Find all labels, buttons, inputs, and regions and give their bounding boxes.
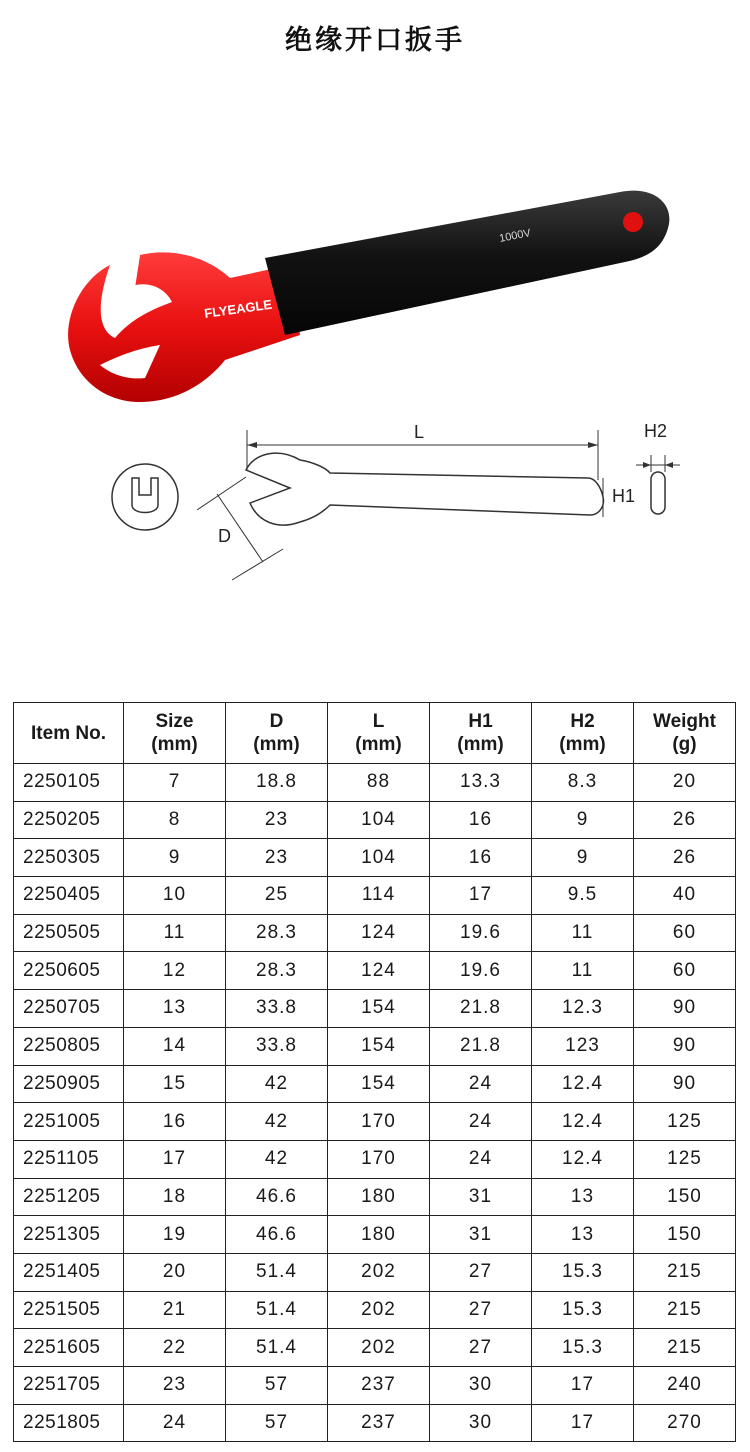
table-cell: 270 [634, 1404, 736, 1442]
table-cell: 18.8 [226, 764, 328, 802]
table-cell: 27 [430, 1253, 532, 1291]
table-cell: 12.3 [532, 990, 634, 1028]
table-cell: 16 [430, 801, 532, 839]
table-cell: 20 [124, 1253, 226, 1291]
table-cell: 180 [328, 1178, 430, 1216]
table-cell: 125 [634, 1103, 736, 1141]
table-cell: 2251605 [14, 1329, 124, 1367]
table-body [14, 764, 736, 1442]
table-row [14, 952, 736, 990]
table-cell: 51.4 [226, 1291, 328, 1329]
table-cell: 154 [328, 1065, 430, 1103]
table-cell: 24 [430, 1065, 532, 1103]
table-cell: 40 [634, 877, 736, 915]
table-cell: 9 [532, 801, 634, 839]
header-l: L (mm) [328, 703, 430, 764]
table-cell: 90 [634, 1065, 736, 1103]
table-cell: 90 [634, 1027, 736, 1065]
table-cell: 2250105 [14, 764, 124, 802]
table-cell: 104 [328, 839, 430, 877]
table-cell: 23 [226, 839, 328, 877]
table-cell: 12.4 [532, 1103, 634, 1141]
table-row [14, 764, 736, 802]
table-cell: 60 [634, 952, 736, 990]
table-cell: 13 [532, 1178, 634, 1216]
table-cell: 10 [124, 877, 226, 915]
table-cell: 15.3 [532, 1253, 634, 1291]
table-cell: 19.6 [430, 952, 532, 990]
table-cell: 46.6 [226, 1178, 328, 1216]
table-cell: 2251305 [14, 1216, 124, 1254]
table-cell: 88 [328, 764, 430, 802]
table-cell: 2250505 [14, 914, 124, 952]
table-cell: 215 [634, 1291, 736, 1329]
table-cell: 16 [124, 1103, 226, 1141]
header-h2: H2 (mm) [532, 703, 634, 764]
table-cell: 25 [226, 877, 328, 915]
table-cell: 26 [634, 801, 736, 839]
table-cell: 180 [328, 1216, 430, 1254]
brand-text: FLYEAGLE [203, 296, 273, 321]
table-cell: 13 [124, 990, 226, 1028]
table-cell: 27 [430, 1329, 532, 1367]
table-row [14, 1027, 736, 1065]
table-cell: 17 [532, 1367, 634, 1405]
table-cell: 57 [226, 1367, 328, 1405]
wrench-outline [246, 453, 603, 525]
table-cell: 2251205 [14, 1178, 124, 1216]
table-cell: 2251805 [14, 1404, 124, 1442]
table-cell: 2250405 [14, 877, 124, 915]
table-row [14, 1404, 736, 1442]
table-cell: 2250305 [14, 839, 124, 877]
header-d: D (mm) [226, 703, 328, 764]
table-cell: 12 [124, 952, 226, 990]
table-cell: 215 [634, 1253, 736, 1291]
table-cell: 26 [634, 839, 736, 877]
table-cell: 2251005 [14, 1103, 124, 1141]
table-cell: 237 [328, 1404, 430, 1442]
table-cell: 31 [430, 1178, 532, 1216]
table-cell: 150 [634, 1216, 736, 1254]
table-cell: 51.4 [226, 1253, 328, 1291]
table-row [14, 839, 736, 877]
table-cell: 33.8 [226, 1027, 328, 1065]
table-cell: 2250705 [14, 990, 124, 1028]
dimension-diagram [0, 410, 750, 610]
table-cell: 170 [328, 1140, 430, 1178]
table-cell: 8.3 [532, 764, 634, 802]
table-cell: 23 [226, 801, 328, 839]
table-cell: 2250605 [14, 952, 124, 990]
table-row [14, 1103, 736, 1141]
table-cell: 202 [328, 1329, 430, 1367]
table-cell: 2251505 [14, 1291, 124, 1329]
table-cell: 15.3 [532, 1291, 634, 1329]
table-cell: 13.3 [430, 764, 532, 802]
table-cell: 24 [124, 1404, 226, 1442]
table-cell: 21.8 [430, 990, 532, 1028]
handle-red-dot [623, 212, 643, 232]
table-cell: 28.3 [226, 914, 328, 952]
wrench-handle [265, 191, 669, 335]
table-cell: 215 [634, 1329, 736, 1367]
table-cell: 90 [634, 990, 736, 1028]
table-cell: 150 [634, 1178, 736, 1216]
table-cell: 18 [124, 1178, 226, 1216]
table-cell: 46.6 [226, 1216, 328, 1254]
table-cell: 11 [124, 914, 226, 952]
table-cell: 154 [328, 1027, 430, 1065]
table-cell: 17 [430, 877, 532, 915]
table-cell: 17 [532, 1404, 634, 1442]
table-cell: 7 [124, 764, 226, 802]
table-cell: 124 [328, 914, 430, 952]
table-cell: 33.8 [226, 990, 328, 1028]
table-cell: 51.4 [226, 1329, 328, 1367]
handle-marking: 1000V [498, 227, 532, 245]
table-cell: 12.4 [532, 1065, 634, 1103]
table-cell: 124 [328, 952, 430, 990]
table-cell: 237 [328, 1367, 430, 1405]
table-cell: 13 [532, 1216, 634, 1254]
table-cell: 17 [124, 1140, 226, 1178]
table-cell: 30 [430, 1404, 532, 1442]
end-view-circle [112, 464, 178, 530]
table-cell: 20 [634, 764, 736, 802]
table-cell: 22 [124, 1329, 226, 1367]
table-cell: 27 [430, 1291, 532, 1329]
table-cell: 42 [226, 1140, 328, 1178]
table-row [14, 914, 736, 952]
table-cell: 42 [226, 1103, 328, 1141]
page-title: 绝缘开口扳手 [285, 25, 465, 56]
table-row [14, 1329, 736, 1367]
table-row [14, 1178, 736, 1216]
table-row [14, 1291, 736, 1329]
table-cell: 9.5 [532, 877, 634, 915]
table-cell: 2250205 [14, 801, 124, 839]
table-cell: 21 [124, 1291, 226, 1329]
table-cell: 9 [532, 839, 634, 877]
table-row [14, 801, 736, 839]
header-h1: H1 (mm) [430, 703, 532, 764]
table-cell: 2250905 [14, 1065, 124, 1103]
table-cell: 21.8 [430, 1027, 532, 1065]
table-cell: 19.6 [430, 914, 532, 952]
table-cell: 2251105 [14, 1140, 124, 1178]
header-item-no: Item No. [14, 703, 124, 764]
label-D: D [218, 526, 231, 546]
table-cell: 11 [532, 914, 634, 952]
table-cell: 123 [532, 1027, 634, 1065]
table-cell: 2250805 [14, 1027, 124, 1065]
table-cell: 23 [124, 1367, 226, 1405]
table-cell: 8 [124, 801, 226, 839]
table-cell: 15 [124, 1065, 226, 1103]
header-weight: Weight (g) [634, 703, 736, 764]
table-row [14, 1216, 736, 1254]
table-cell: 42 [226, 1065, 328, 1103]
table-cell: 60 [634, 914, 736, 952]
table-header-row [14, 703, 736, 764]
table-row [14, 877, 736, 915]
table-cell: 240 [634, 1367, 736, 1405]
spec-table [13, 702, 736, 1442]
table-cell: 12.4 [532, 1140, 634, 1178]
table-cell: 202 [328, 1253, 430, 1291]
table-cell: 2251705 [14, 1367, 124, 1405]
table-cell: 11 [532, 952, 634, 990]
wrench-head [68, 252, 300, 402]
table-row [14, 1253, 736, 1291]
table-cell: 202 [328, 1291, 430, 1329]
h2-section [651, 472, 665, 514]
table-cell: 28.3 [226, 952, 328, 990]
table-cell: 19 [124, 1216, 226, 1254]
table-cell: 16 [430, 839, 532, 877]
table-row [14, 1140, 736, 1178]
table-cell: 125 [634, 1140, 736, 1178]
table-cell: 31 [430, 1216, 532, 1254]
table-cell: 114 [328, 877, 430, 915]
table-cell: 30 [430, 1367, 532, 1405]
table-cell: 57 [226, 1404, 328, 1442]
table-row [14, 1367, 736, 1405]
label-H1: H1 [612, 486, 636, 506]
label-L: L [414, 422, 425, 442]
header-size: Size (mm) [124, 703, 226, 764]
wrench-photo [0, 170, 750, 420]
table-cell: 24 [430, 1140, 532, 1178]
table-cell: 14 [124, 1027, 226, 1065]
table-row [14, 990, 736, 1028]
table-cell: 104 [328, 801, 430, 839]
table-row [14, 1065, 736, 1103]
table-cell: 170 [328, 1103, 430, 1141]
table-cell: 154 [328, 990, 430, 1028]
table-cell: 15.3 [532, 1329, 634, 1367]
table-cell: 24 [430, 1103, 532, 1141]
table-cell: 9 [124, 839, 226, 877]
table-cell: 2251405 [14, 1253, 124, 1291]
label-H2: H2 [644, 421, 668, 441]
